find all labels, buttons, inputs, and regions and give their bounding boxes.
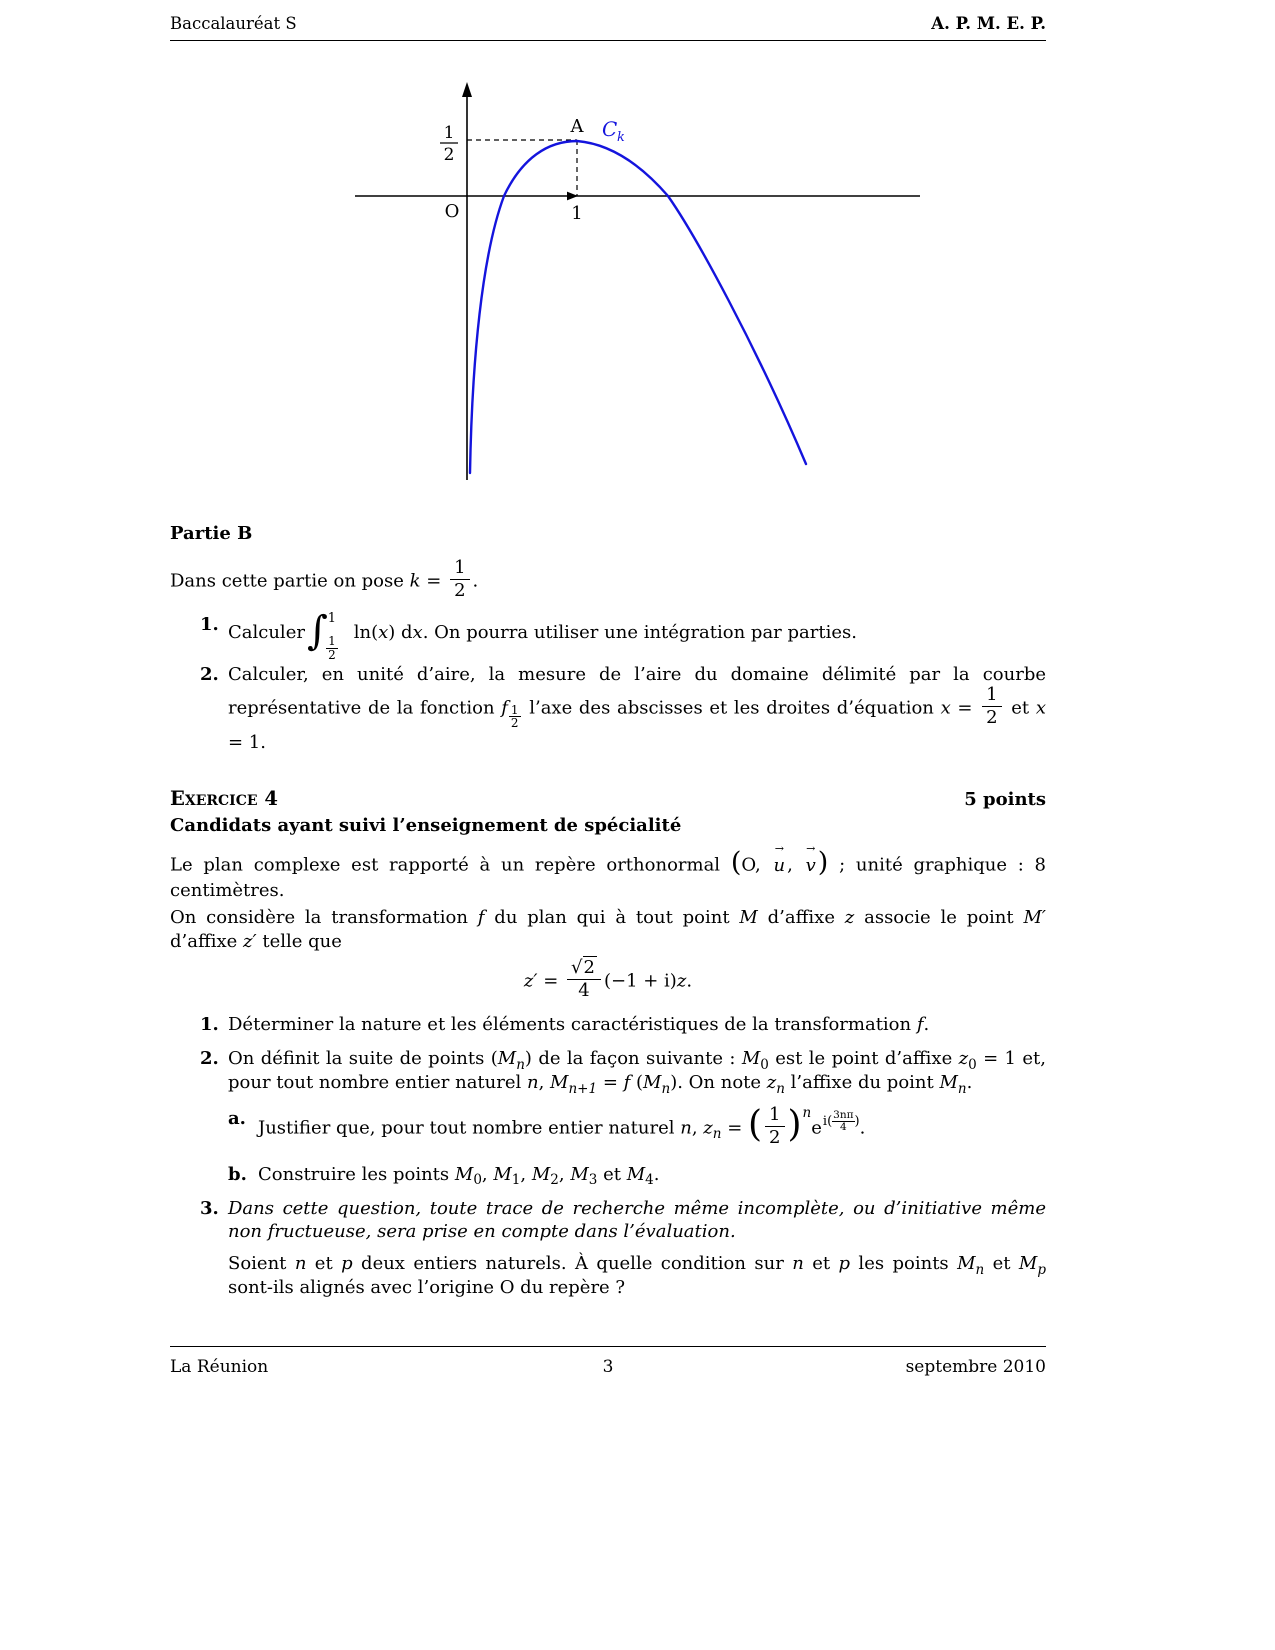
text-run: telle que [256,931,342,953]
math-var-M: M [454,1163,474,1185]
integral [306,608,348,662]
subscript: n [516,1056,525,1073]
exercice-4-item-1 [170,1013,1046,1037]
math-var-M: M [741,1048,761,1070]
math-var-n: n [792,1253,804,1275]
fraction-numerator: 1 [510,702,519,717]
subscript: 0 [968,1056,977,1073]
subscript: n+1 [568,1080,598,1097]
text-run: ; unité graphique : 8 centimètres. [170,854,1047,902]
text-run: ) d [388,622,413,644]
math-var-x: x [940,697,951,719]
integral-lower-bound [326,634,338,662]
curve-label-c: C [602,117,618,141]
main-content [170,522,1046,1300]
text-run: ( [827,1113,833,1129]
text-run: du plan qui à tout point [484,907,740,929]
fraction-denominator: 4 [839,1120,847,1133]
text-run: et [1004,697,1036,719]
item-number: 2. [200,1048,219,1070]
text-run: ln( [353,622,379,644]
text-run: , [558,1163,571,1185]
fraction-denominator: 2 [769,1127,781,1149]
math-var-M: M [570,1163,589,1185]
partie-b-title: Partie B [170,523,253,544]
math-var-x: x [412,622,423,644]
curve-ck [470,141,806,473]
partie-b-intro [170,556,1046,603]
text-run: , [538,1072,551,1094]
math-var-M: M [643,1072,662,1094]
y-axis-arrow-icon [462,82,472,97]
item-number: 2. [200,664,219,686]
big-paren-open: ( [748,1103,763,1145]
function-graph-figure [340,70,940,490]
fraction [765,1105,784,1148]
fraction-numerator: 1 [982,685,1001,707]
subscript: n [776,1080,785,1097]
text-run: Justifier que, pour tout nombre entier naturel [258,1117,681,1139]
math-const-e: e [811,1117,822,1139]
math-var-n: n [294,1253,307,1275]
fraction-denominator: 4 [578,980,590,1002]
fraction [832,1110,854,1133]
text-run: Le plan complexe est rapporté à un repère orthonormal [170,854,731,876]
math-var-M: M [493,1163,512,1185]
point-a-label: A [570,116,584,137]
text-run: O, [741,854,772,876]
math-var-M-prime: M′ [1023,907,1046,929]
fraction [567,958,601,1001]
subscript: n [712,1126,722,1143]
text-run: associe le point [854,907,1024,929]
footer-page-number: 3 [602,1357,614,1377]
fraction-numerator: 3nπ [833,1108,854,1121]
radicand: 2 [583,957,595,979]
item-number: 1. [200,1014,219,1036]
big-paren-close: ) [787,1103,802,1145]
partie-b-item-1 [170,608,1046,662]
text-run: . [966,1072,973,1094]
subscript: 2 [550,1172,559,1189]
y-tick-half-numerator: 1 [443,123,455,143]
math-var-M: M [626,1163,646,1185]
radical-sign: √ [571,957,583,979]
text-run: Construire les points [258,1163,455,1185]
text-run: = 1. [228,731,266,753]
text-run: et [984,1253,1019,1275]
function-graph [340,70,940,490]
text-run: . [686,970,693,992]
text-run: On considère la transformation [170,907,478,929]
text-run: et [597,1163,627,1185]
item-number: 1. [200,614,219,636]
exercice-4-item-2 [170,1047,1046,1095]
text-run: l’axe des abscisses et les droites d’équation [522,697,941,719]
exercice-4-header [170,786,1046,812]
text-run: ) [854,1113,860,1129]
math-var-z: z [676,970,687,992]
text-run: = [420,570,448,592]
subitem-label: a. [228,1108,246,1130]
text-run: . On pourra utiliser une intégration par parties. [422,622,857,644]
text-run: d’affixe [757,907,845,929]
fraction [982,685,1001,728]
math-var-p: p [341,1253,353,1275]
math-var-v: v [805,854,816,876]
math-var-z: z [766,1072,777,1094]
text-run: = [597,1072,624,1094]
text-run: Déterminer la nature et les éléments caractéristiques de la transformation [228,1014,917,1036]
text-run: . [859,1117,866,1139]
header-left-title: Baccalauréat S [170,14,297,33]
page-header [170,13,1046,41]
partie-b-item-2 [170,663,1046,754]
integral-sign: ∫ [306,608,328,655]
subscript: n [975,1261,985,1278]
text-run: = [537,970,565,992]
fraction-denominator: 2 [328,647,336,662]
unit-vector-arrow-icon [567,192,578,201]
footer-location: La Réunion [170,1357,269,1377]
vector-arrow-icon: → [774,841,784,855]
display-formula [170,957,1046,1003]
math-var-f: f [623,1072,631,1094]
vector-v [805,841,816,878]
text-run: . [472,570,479,592]
vector-arrow-icon: → [806,841,816,855]
header-right-title: A. P. M. E. P. [931,14,1046,33]
math-var-f: f [501,697,508,719]
math-var-z: z [703,1117,713,1139]
subscript: 4 [645,1172,654,1189]
math-var-z-prime: z′ [243,931,257,953]
fraction-denominator: 2 [986,707,998,729]
math-var-x: x [1035,697,1046,719]
math-var-z-prime: z′ [523,970,538,992]
curve-label-k-subscript: k [617,130,625,145]
text-run: est le point d’affixe [768,1048,959,1070]
exponent [822,1108,860,1133]
text-run: Calculer [228,622,305,644]
math-var-M: M [939,1072,958,1094]
text-run: = [721,1117,748,1139]
subitem-label: b. [228,1163,247,1185]
big-paren-open: ( [730,847,742,879]
text-run: deux entiers naturels. À quelle condition sur [352,1253,793,1275]
math-var-M: M [739,907,758,929]
text-run: l’affixe du point [784,1072,940,1094]
text-run: . [923,1014,930,1036]
exercice-4-paragraph-2 [170,906,1046,954]
math-var-z: z [958,1048,969,1070]
text-run: Calculer, en unité d’aire, la mesure de l’aire du domaine délimité par la courbe représentative de la fonction [228,664,1046,719]
page-footer [170,1346,1046,1379]
subscript: 1 [511,1172,521,1189]
italic-note: Dans cette question, toute trace de recherche même incomplète, ou d’initiative même non fructueuse, sera prise en compte dans l’évaluation. [228,1197,1046,1243]
math-var-M: M [957,1253,976,1275]
subscript: n [661,1080,671,1097]
exercice-4-item-3-question [170,1252,1046,1300]
math-var-f: f [477,907,485,929]
fraction [326,635,338,661]
text-run: d’affixe [170,931,244,953]
exponent-n: n [802,1104,812,1121]
math-var-M: M [497,1048,517,1070]
exercice-4-item-2a [170,1103,1046,1150]
text-run: Dans cette partie on pose [170,570,410,592]
integral-upper-bound: 1 [327,611,337,627]
math-var-M: M [531,1163,551,1185]
exercice-4-subtitle: Candidats ayant suivi l’enseignement de spécialité [170,815,682,837]
origin-label: O [444,201,460,222]
y-tick-half-denominator: 2 [443,145,455,165]
subscript: 0 [473,1172,482,1189]
text-run: ( [630,1072,644,1094]
text-run: et [803,1253,839,1275]
x-tick-one-label: 1 [571,203,583,224]
math-var-x: x [378,622,389,644]
text-run: = [950,697,980,719]
exercice-4-paragraph-1 [170,841,1047,903]
subscript: p [1037,1261,1046,1278]
text-run: , [691,1117,704,1139]
math-var-n: n [527,1072,539,1094]
math-var-z: z [844,907,855,929]
subscript: 3 [588,1172,598,1189]
text-run: , [787,854,804,876]
fraction-numerator [567,958,601,980]
big-paren-close: ) [817,847,829,879]
exercice-4-title: Exercice 4 [170,787,278,811]
fraction-denominator: 2 [510,716,519,731]
text-run: sont-ils alignés avec l’origine O du repère ? [228,1277,626,1299]
text-run: , [481,1163,494,1185]
text-run: Soient [228,1253,295,1275]
text-run: On définit la suite de points ( [228,1048,498,1070]
text-run: ) de la façon suivante : [524,1048,742,1070]
text-run: et [306,1253,342,1275]
text-run: i [822,1113,828,1129]
subscript: 0 [760,1056,769,1073]
text-run: ). On note [670,1072,767,1094]
footer-date: septembre 2010 [905,1357,1046,1377]
fraction [509,704,521,730]
math-var-M: M [1018,1253,1038,1275]
vector-u [773,841,786,878]
math-var-u: u [773,854,786,876]
math-var-f: f [916,1014,924,1036]
fraction-denominator: 2 [454,580,466,602]
math-var-p: p [838,1253,851,1275]
exercice-4-item-2b [170,1163,1046,1187]
text-run: . [653,1163,660,1185]
math-var-M: M [550,1072,569,1094]
text-run: = 1 et, pour tout nombre entier naturel [228,1048,1046,1094]
text-run: les points [850,1253,958,1275]
fraction [450,558,469,601]
fraction-numerator: 1 [765,1105,784,1127]
exercice-4-item-3 [170,1197,1046,1245]
subscript: n [957,1080,967,1097]
text-run: , [520,1163,532,1185]
math-var-k: k [409,570,421,592]
exercice-4-points: 5 points [964,789,1046,811]
item-number: 3. [200,1197,219,1219]
text-run: (−1 + i) [603,970,677,992]
fraction-numerator: 1 [450,558,469,580]
math-var-n: n [680,1117,692,1139]
fraction-numerator: 1 [328,634,336,649]
function-subscript [509,702,521,731]
